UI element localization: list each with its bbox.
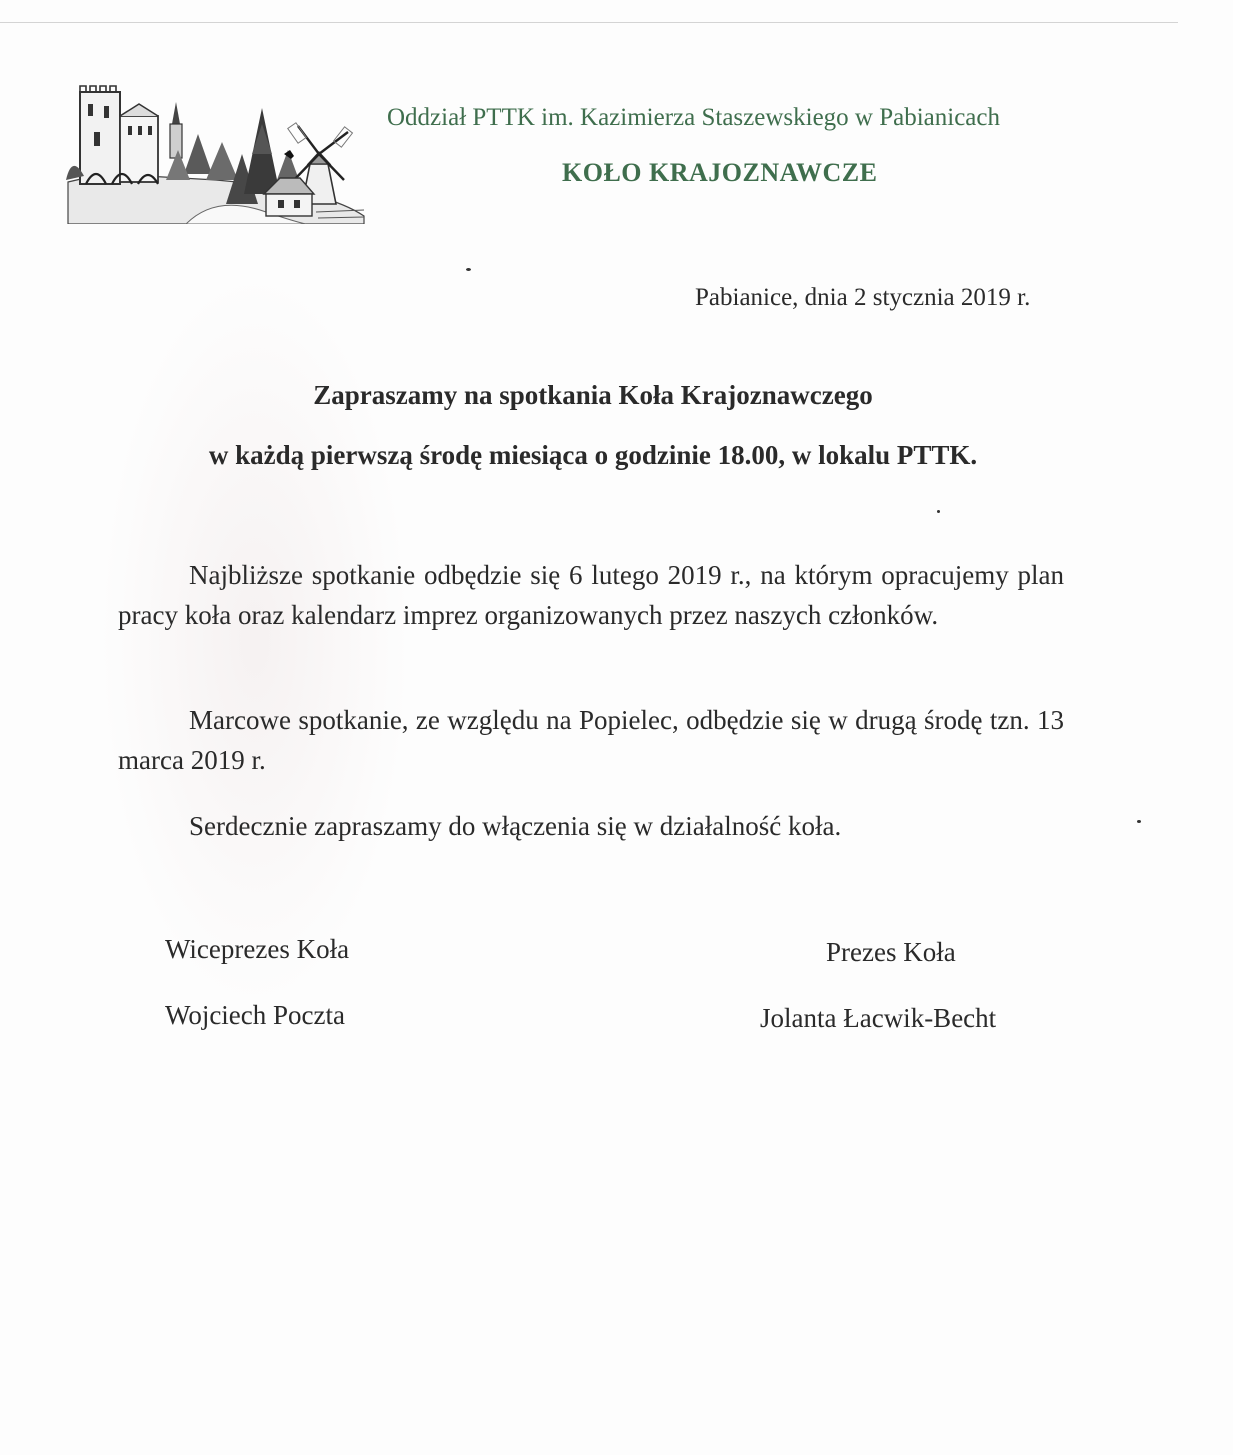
headline-line-2: w każdą pierwszą środę miesiąca o godzinie 18.00, w lokalu PTTK. (208, 440, 978, 470)
signature-right-name: Jolanta Łacwik-Becht (760, 1003, 997, 1033)
scan-speck (1137, 820, 1141, 823)
paragraph-next-meeting: Najbliższe spotkanie odbędzie się 6 lutego 2019 r., na którym opracujemy plan pracy koła oraz kalendarz imprez organizowanych przez naszych członków. (118, 560, 1064, 630)
castle-windmill-landscape-icon (66, 84, 366, 224)
signature-left-name: Wojciech Poczta (165, 1000, 345, 1030)
scan-speck (937, 510, 940, 513)
top-edge-line (0, 22, 1178, 23)
organization-name: Oddział PTTK im. Kazimierza Staszewskiego w Pabianicach (387, 104, 1001, 131)
scan-speck (466, 268, 471, 271)
paragraph-invitation: Serdecznie zapraszamy do włączenia się w działalność koła. (189, 811, 842, 841)
paragraph-march-meeting: Marcowe spotkanie, ze względu na Popielec, odbędzie się w drugą środę tzn. 13 marca 2019 r. (118, 705, 1064, 775)
signature-right-role: Prezes Koła (826, 937, 956, 967)
signature-left-role: Wiceprezes Koła (165, 934, 350, 964)
headline-line-1: Zapraszamy na spotkania Koła Krajoznawczego (313, 380, 873, 410)
club-name: KOŁO KRAJOZNAWCZE (562, 158, 878, 187)
letter-date: Pabianice, dnia 2 stycznia 2019 r. (695, 284, 1031, 311)
